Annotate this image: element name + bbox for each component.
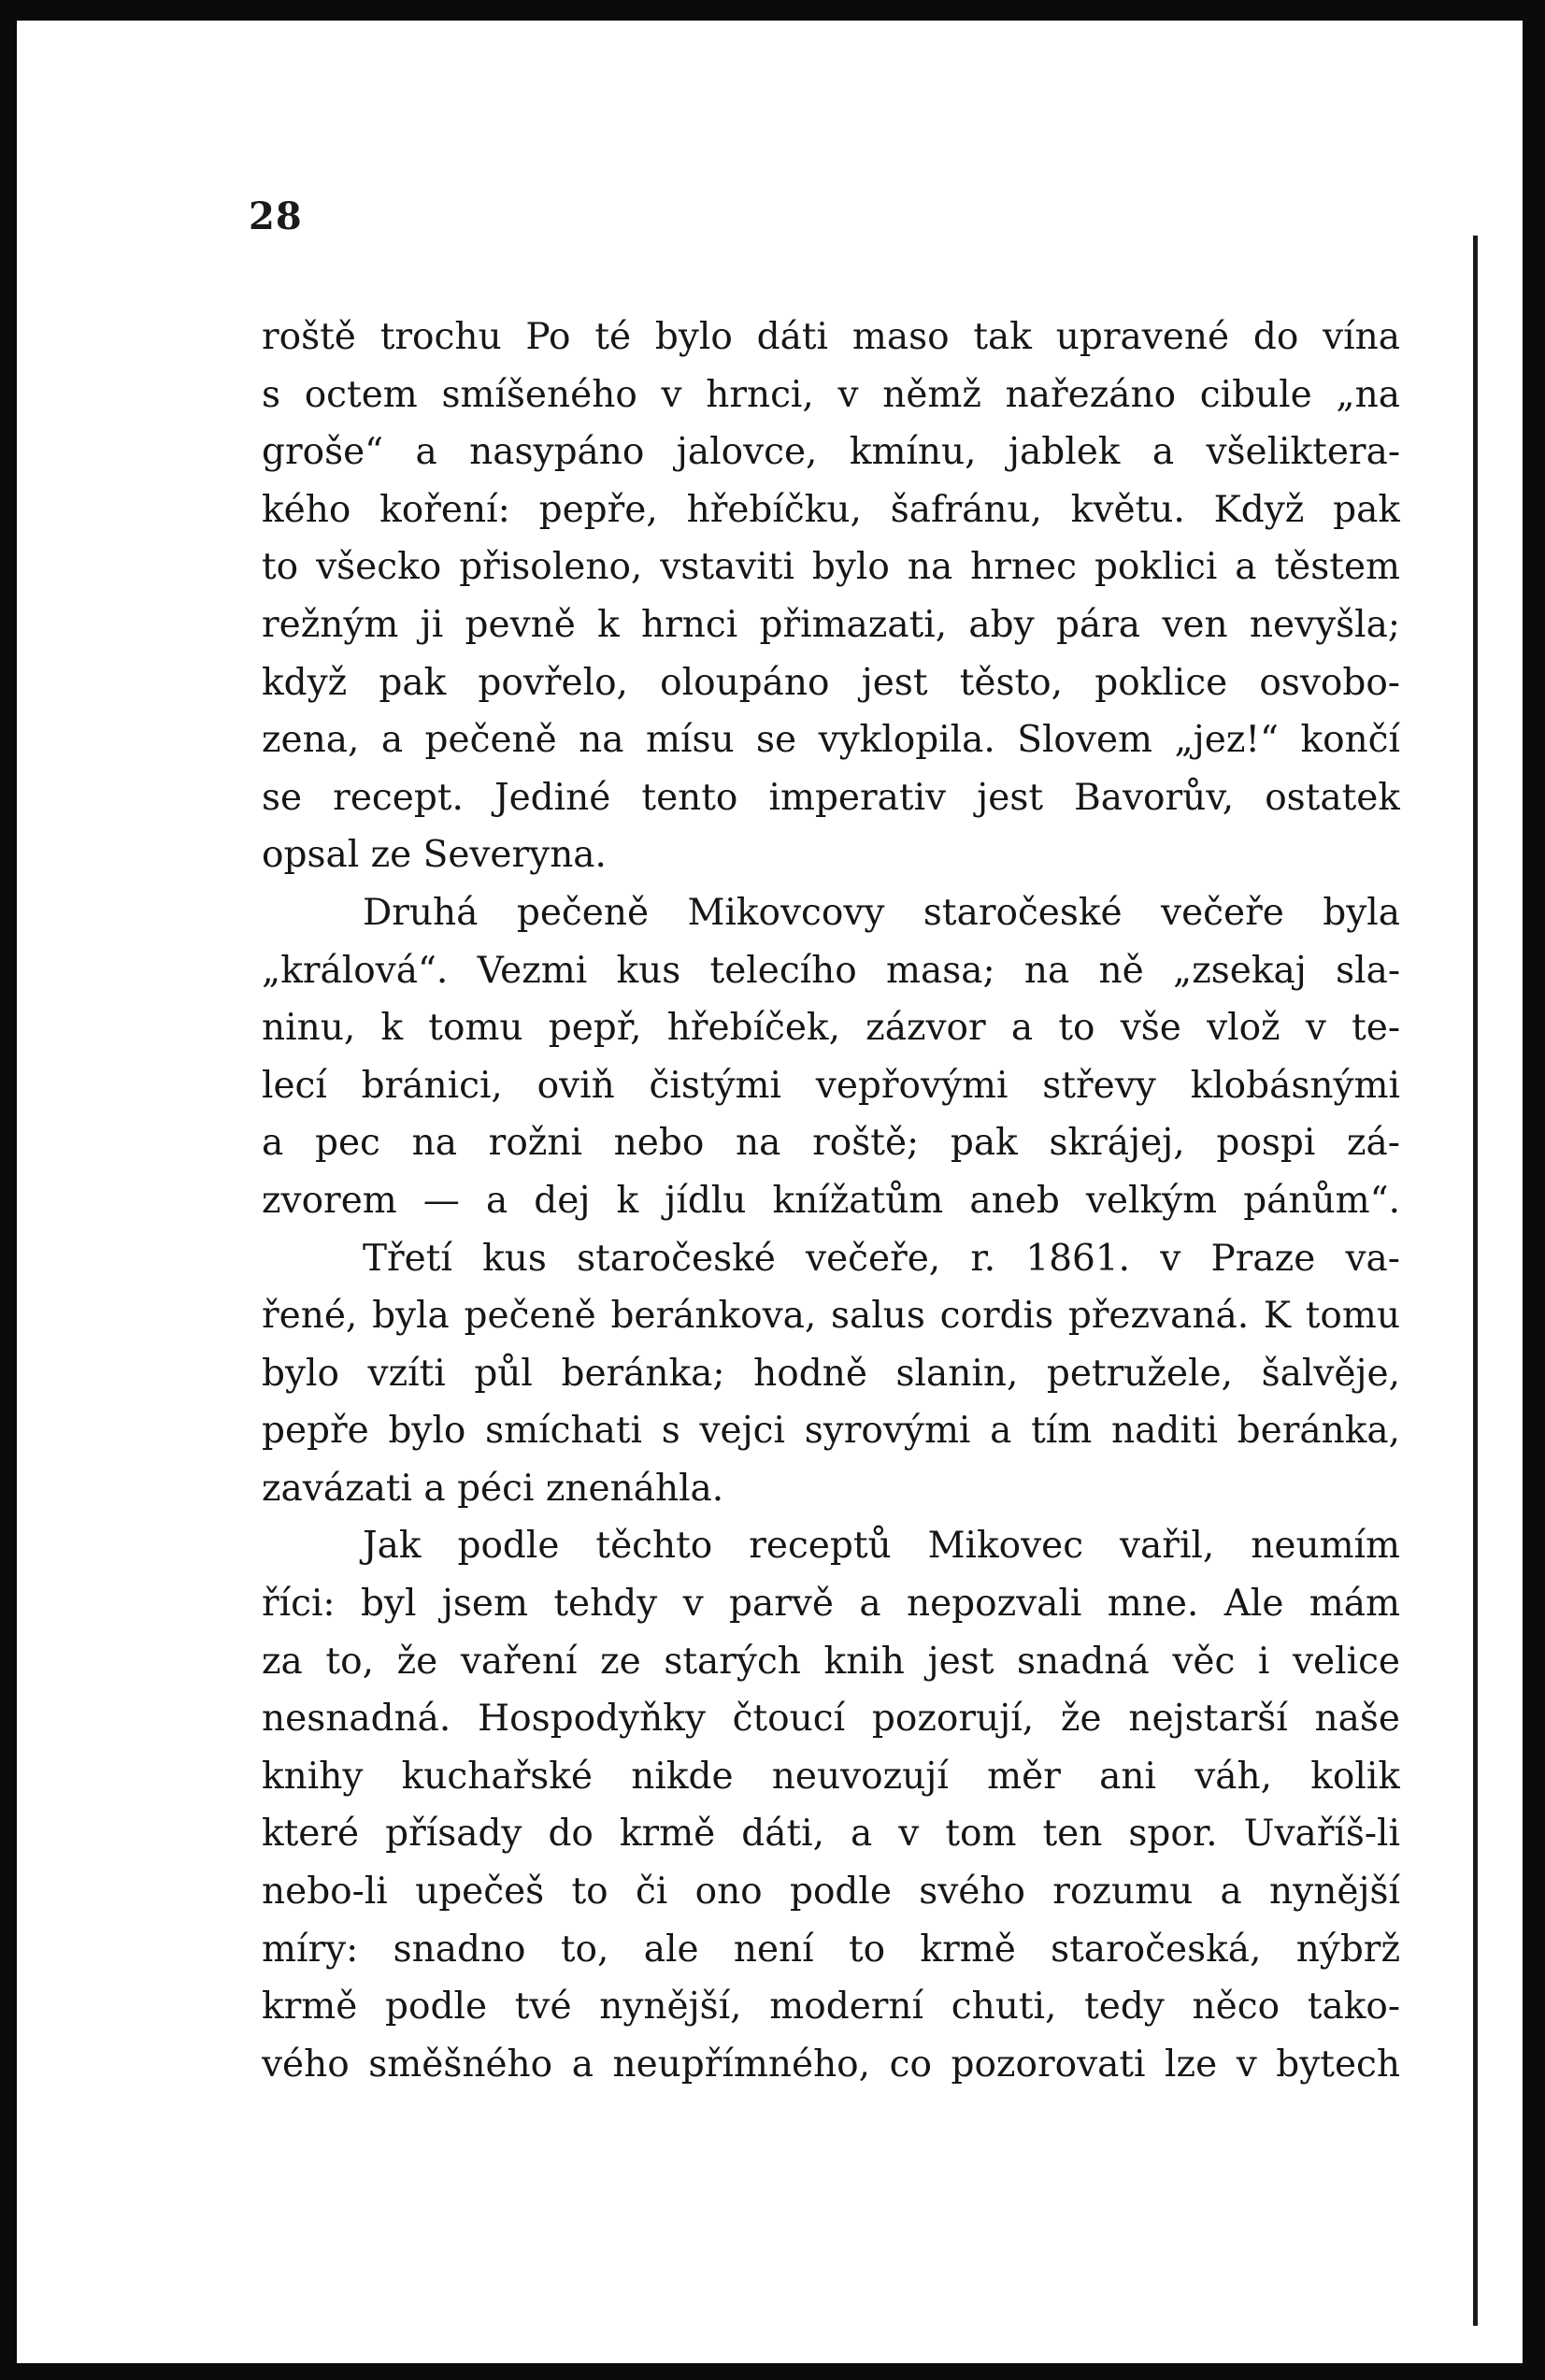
text-line: se recept. Jediné tento imperativ jest Bavorův, ostatek (262, 776, 1400, 819)
text-line: zavázati a péci znenáhla. (262, 1467, 724, 1510)
text-line: s octem smíšeného v hrnci, v němž nařezáno cibule „na (262, 373, 1400, 416)
text-line: Třetí kus staročeské večeře, r. 1861. v Praze va- (363, 1237, 1400, 1280)
text-line: které přísady do krmě dáti, a v tom ten spor. Uvaříš-li (262, 1813, 1400, 1856)
text-line: krmě podle tvé nynější, moderní chuti, tedy něco tako- (262, 1986, 1400, 2029)
text-line: řené, byla pečeně beránkova, salus cordis přezvaná. K tomu (262, 1295, 1400, 1338)
text-line: a pec na rožni nebo na roště; pak skrájej, pospi zá- (262, 1122, 1400, 1165)
text-line: „králová“. Vezmi kus telecího masa; na ně „zsekaj sla- (262, 949, 1400, 992)
text-line: zvorem — a dej k jídlu knížatům aneb velkým pánům“. (262, 1179, 1400, 1222)
text-line: roště trochu Po té bylo dáti maso tak upravené do vína (262, 316, 1400, 358)
text-line: za to, že vaření ze starých knih jest snadná věc i velice (262, 1640, 1400, 1683)
body-text (262, 308, 1400, 2093)
page-edge-shadow (1473, 236, 1478, 2326)
text-line: kého koření: pepře, hřebíčku, šafránu, květu. Když pak (262, 488, 1400, 531)
text-line: bylo vzíti půl beránka; hodně slanin, petružele, šalvěje, (262, 1352, 1400, 1395)
text-line: lecí bránici, oviň čistými vepřovými střevy klobásnými (262, 1064, 1400, 1107)
text-line: když pak povřelo, oloupáno jest těsto, poklice osvobo- (262, 661, 1400, 704)
text-line: to všecko přisoleno, vstaviti bylo na hrnec poklici a těstem (262, 546, 1400, 589)
text-line: nebo-li upečeš to či ono podle svého rozumu a nynější (262, 1871, 1400, 1914)
text-line: pepře bylo smíchati s vejci syrovými a tím naditi beránka, (262, 1410, 1400, 1453)
text-line: zena, a pečeně na mísu se vyklopila. Slovem „jez!“ končí (262, 719, 1400, 762)
text-line: Jak podle těchto receptů Mikovec vařil, neumím (363, 1525, 1400, 1568)
text-line: Druhá pečeně Mikovcovy staročeské večeře byla (363, 891, 1400, 934)
text-line: opsal ze Severyna. (262, 834, 607, 877)
text-line: vého směšného a neupřímného, co pozorovati lze v bytech (262, 2043, 1400, 2086)
text-line: říci: byl jsem tehdy v parvě a nepozvali mne. Ale mám (262, 1583, 1400, 1626)
text-line: režným ji pevně k hrnci přimazati, aby pára ven nevyšla; (262, 603, 1400, 646)
text-line: groše“ a nasypáno jalovce, kmínu, jablek a všeliktera- (262, 431, 1400, 474)
page-number: 28 (249, 194, 303, 238)
text-line: ninu, k tomu pepř, hřebíček, zázvor a to vše vlož v te- (262, 1007, 1400, 1050)
text-line: knihy kuchařské nikde neuvozují měr ani váh, kolik (262, 1755, 1400, 1798)
text-line: nesnadná. Hospodyňky čtoucí pozorují, že nejstarší naše (262, 1698, 1400, 1741)
text-line: míry: snadno to, ale není to krmě staročeská, nýbrž (262, 1928, 1400, 1971)
